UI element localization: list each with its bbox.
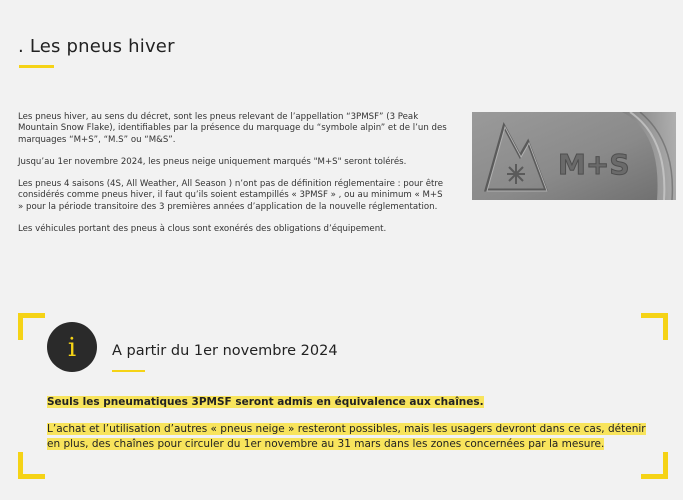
info-strong-text bbox=[47, 396, 484, 408]
section-title: . Les pneus hiver bbox=[18, 36, 175, 57]
title-underline bbox=[19, 65, 54, 68]
info-icon bbox=[47, 322, 97, 372]
frame-corner-top-left bbox=[18, 313, 45, 340]
info-heading: A partir du 1er novembre 2024 bbox=[112, 343, 338, 359]
frame-corner-bottom-left bbox=[18, 452, 45, 479]
highlighted-text: L’achat et l’utilisation d’autres « pneus neige » resteront possibles, mais les usagers devront dans ce cas, détenir en plus, des chaînes pour circuler du 1er novembre au 31 mars dans les zones concernées par la mesure. bbox=[47, 423, 646, 450]
frame-corner-bottom-right bbox=[641, 452, 668, 479]
info-heading-underline bbox=[112, 370, 145, 372]
intro-text bbox=[18, 112, 450, 246]
highlighted-text: Seuls les pneumatiques 3PMSF seront admis en équivalence aux chaînes. bbox=[47, 396, 484, 408]
info-body-text bbox=[47, 422, 657, 452]
info-icon-letter: i bbox=[67, 333, 77, 363]
intro-paragraph: Les véhicules portant des pneus à clous sont exonérés des obligations d’équipement. bbox=[18, 224, 387, 235]
frame-corner-top-right bbox=[641, 313, 668, 340]
marking-text: M+S bbox=[558, 148, 630, 181]
intro-paragraph: Les pneus 4 saisons (4S, All Weather, All Season ) n’ont pas de définition réglementaire : pour être considérés comme pneus hiver, il faut qu’ils soient estampillés « 3PMSF » , ou au minimum « M+S » pour la période transitoire des 3 premières années d’application de la nouvelle réglementation. bbox=[18, 179, 444, 212]
tire-marking-photo bbox=[472, 112, 676, 200]
info-badge bbox=[47, 322, 97, 372]
intro-paragraph: Les pneus hiver, au sens du décret, sont les pneus relevant de l’appellation “3PMSF” (3 Peak Mountain Snow Flake), identifiables par la présence du marquage du “symbole alpin” et de l’un des marquages “M+S”, “M.S” ou “M&S”. bbox=[18, 112, 447, 145]
intro-paragraph: Jusqu’au 1er novembre 2024, les pneus neige uniquement marqués "M+S" seront tolérés. bbox=[18, 156, 407, 167]
